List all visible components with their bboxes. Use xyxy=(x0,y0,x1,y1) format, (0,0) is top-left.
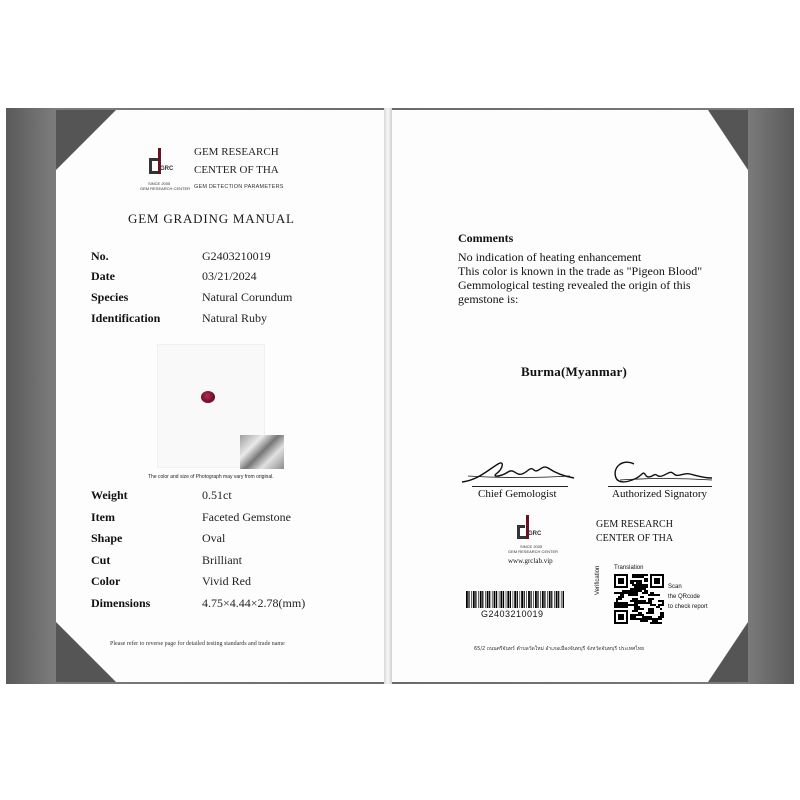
grc-logo-mark xyxy=(514,515,554,545)
field-label: Color xyxy=(91,574,121,588)
logo-initials: GRC xyxy=(528,531,542,537)
report-barcode xyxy=(466,591,564,608)
field-value: Oval xyxy=(202,531,226,545)
chief-gemologist-caption: Chief Gemologist xyxy=(478,488,557,500)
barcode-number: G2403210019 xyxy=(481,609,544,619)
qr-instruction-line: the QRcode xyxy=(668,594,701,600)
field-label: Date xyxy=(91,269,115,283)
field-label: Identification xyxy=(91,311,161,325)
grc-logo-mark xyxy=(146,148,186,178)
field-value: Natural Ruby xyxy=(202,311,267,325)
footer-note: Please refer to reverse page for detailed testing standards and trade name xyxy=(110,641,285,647)
authorized-signatory-signature xyxy=(600,456,720,488)
corner-holder-top-right xyxy=(708,110,748,170)
grc-logo-left xyxy=(140,148,190,194)
field-value: 4.75×4.44×2.78(mm) xyxy=(202,596,306,610)
field-value: G2403210019 xyxy=(202,249,271,263)
signature-line xyxy=(472,486,568,487)
origin-result: Burma(Myanmar) xyxy=(521,364,628,379)
org-name-line1: GEM RESEARCH xyxy=(596,519,673,530)
org-name-line2: CENTER OF THA xyxy=(596,533,674,544)
field-label: Dimensions xyxy=(91,596,151,610)
gemstone-photo xyxy=(158,345,264,467)
chief-gemologist-signature xyxy=(458,456,578,488)
qr-label-translation: Translation xyxy=(614,565,644,571)
field-label: Cut xyxy=(91,553,111,567)
field-value: Natural Corundum xyxy=(202,290,293,304)
comment-line: Gemmological testing revealed the origin of this xyxy=(458,278,691,292)
field-label: Item xyxy=(91,510,115,524)
field-label: No. xyxy=(91,249,109,263)
lab-address: 65/2 ถนนศรีจันทร์ ตำบลวัดใหม่ อำเภอเมืองจันทบุรี จังหวัดจันทบุรี ประเทศไทย xyxy=(474,646,645,652)
logo-since: SINCE 2005 xyxy=(520,544,543,549)
page-title: GEM GRADING MANUAL xyxy=(128,211,295,226)
qr-label-verification: Verification xyxy=(595,565,601,595)
logo-since: SINCE 2005 xyxy=(148,181,171,186)
field-label: Weight xyxy=(91,488,128,502)
authorized-signatory-caption: Authorized Signatory xyxy=(612,488,708,500)
qr-instruction-line: Scan xyxy=(668,584,682,590)
hologram-seal xyxy=(240,435,284,469)
field-value: 0.51ct xyxy=(202,488,232,502)
website-link[interactable]: www.grclab.vip xyxy=(508,557,553,565)
comment-line: No indication of heating enhancement xyxy=(458,250,642,264)
org-name-line1: GEM RESEARCH xyxy=(194,146,279,158)
logo-center: GEM RESEARCH CENTER xyxy=(508,549,559,554)
grc-logo-right xyxy=(508,515,558,557)
field-value: Faceted Gemstone xyxy=(202,510,291,524)
org-subtitle: GEM DETECTION PARAMETERS xyxy=(194,184,284,190)
logo-center: GEM RESEARCH CENTER xyxy=(140,186,191,191)
comment-line: gemstone is: xyxy=(458,292,519,306)
corner-holder-bottom-right xyxy=(708,622,748,682)
qr-code[interactable] xyxy=(614,574,664,624)
signature-line xyxy=(608,486,712,487)
field-value: 03/21/2024 xyxy=(202,269,257,283)
field-label: Shape xyxy=(91,531,123,545)
corner-holder-bottom-left xyxy=(56,622,116,682)
logo-initials: GRC xyxy=(160,166,174,172)
ruby-image xyxy=(201,391,215,403)
comments-heading: Comments xyxy=(458,231,514,245)
field-value: Brilliant xyxy=(202,553,242,567)
org-name-line2: CENTER OF THA xyxy=(194,164,279,176)
corner-holder-top-left xyxy=(56,110,116,170)
page-spine xyxy=(384,108,392,684)
field-label: Species xyxy=(91,290,129,304)
comment-line: This color is known in the trade as "Pigeon Blood" xyxy=(458,264,703,278)
qr-instruction-line: to check report xyxy=(668,604,708,610)
photo-note: The color and size of Photograph may vary from original. xyxy=(148,474,274,480)
field-value: Vivid Red xyxy=(202,574,251,588)
